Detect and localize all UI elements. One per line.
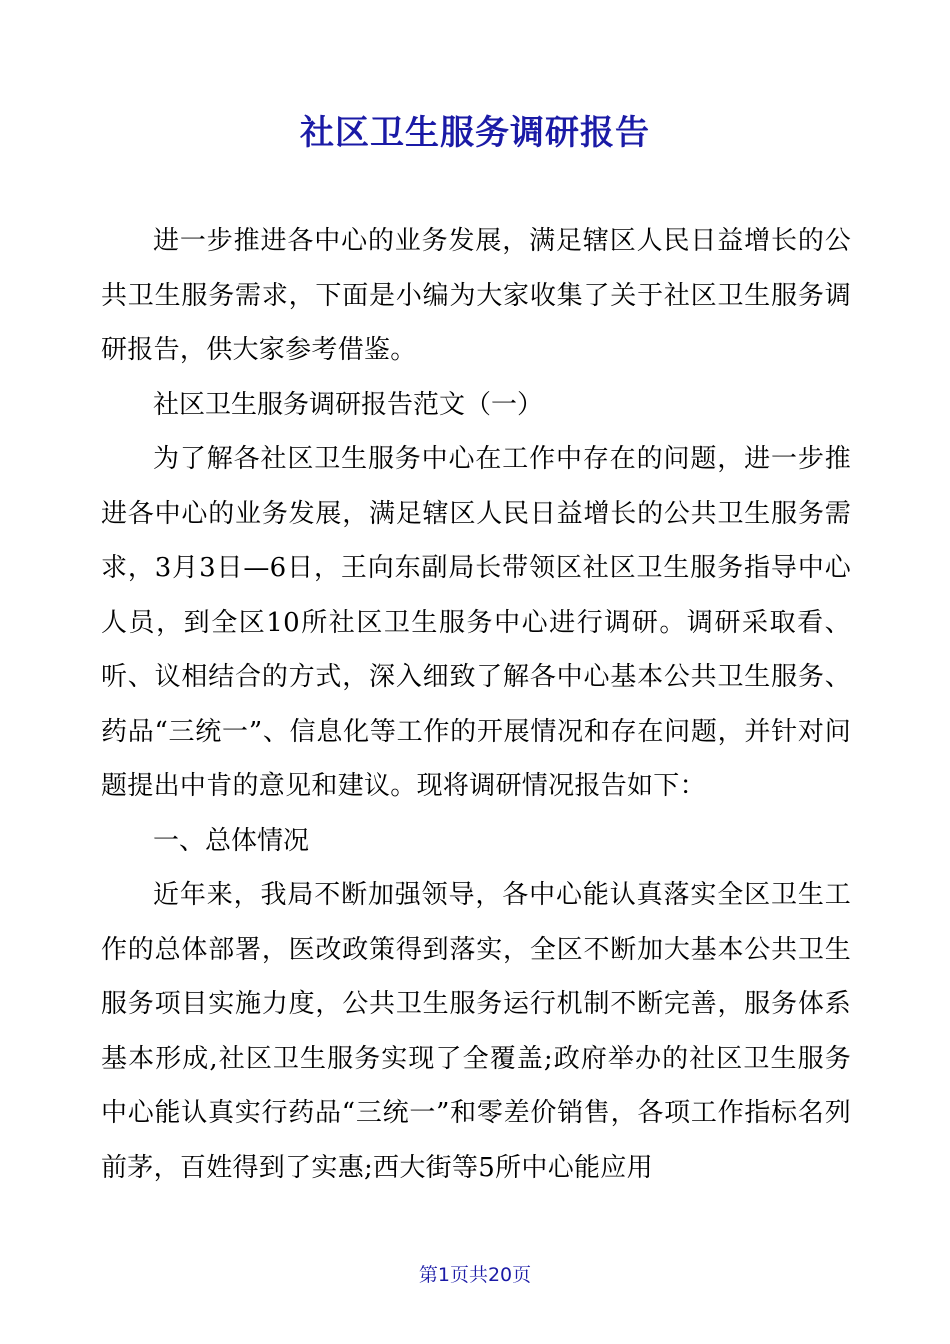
body-paragraph: 近年来，我局不断加强领导，各中心能认真落实全区卫生工作的总体部署，医改政策得到落实，全区不断加大基本公共卫生服务项目实施力度，公共卫生服务运行机制不断完善，服务体系基本形成,社区卫生服务实现了全覆盖;政府举办的社区卫生服务中心能认真实行药品“三统一”和零差价销售，各项工作指标名列前茅，百姓得到了实惠;西大街等5所中心能应用 xyxy=(101,880,851,1183)
section-heading-sample: 社区卫生服务调研报告范文（一） xyxy=(153,389,544,420)
section-heading-overview: 一、总体情况 xyxy=(153,825,310,856)
document-body xyxy=(101,214,851,1195)
page-number-footer: 第1页共20页 xyxy=(418,1264,532,1286)
body-paragraph: 为了解各社区卫生服务中心在工作中存在的问题，进一步推进各中心的业务发展，满足辖区人民日益增长的公共卫生服务需求，3月3日—6日，王向东副局长带领区社区卫生服务指导中心人员，到全区10所社区卫生服务中心进行调研。调研采取看、听、议相结合的方式，深入细致了解各中心基本公共卫生服务、药品“三统一”、信息化等工作的开展情况和存在问题，并针对问题提出中肯的意见和建议。现将调研情况报告如下： xyxy=(101,444,851,801)
intro-paragraph: 进一步推进各中心的业务发展，满足辖区人民日益增长的公共卫生服务需求，下面是小编为大家收集了关于社区卫生服务调研报告，供大家参考借鉴。 xyxy=(101,226,851,365)
document-title: 社区卫生服务调研报告 xyxy=(300,113,650,153)
